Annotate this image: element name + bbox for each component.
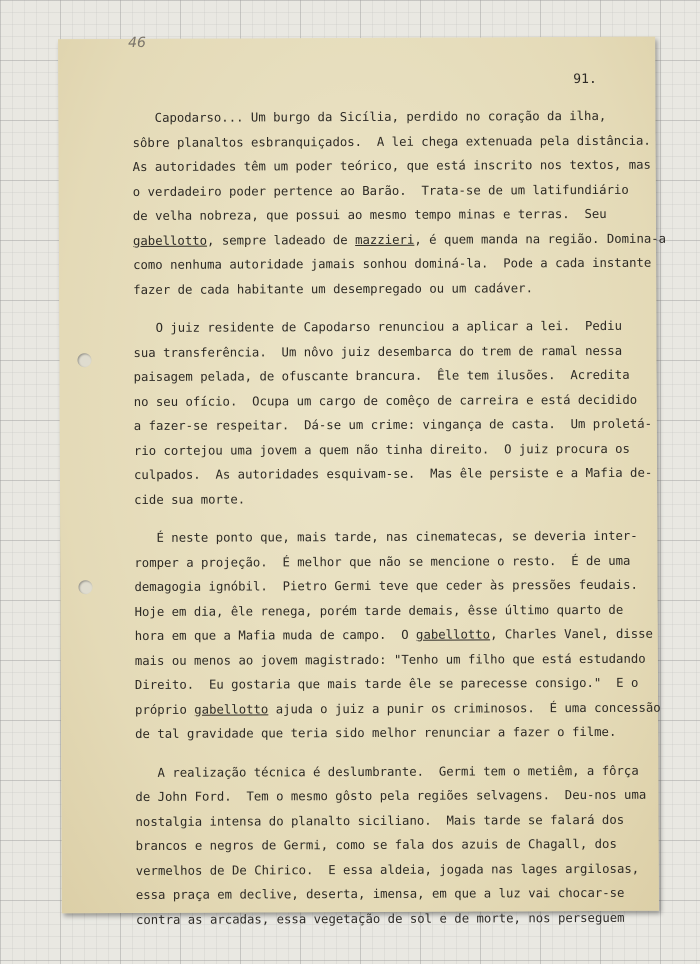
text-line: contra as arcadas, essa vegetação de sol e de morte, nos perseguem [135,910,625,927]
text-line: Direito. Eu gostaria que mais tarde êle se parecesse consigo." E o [134,675,639,692]
text-line: brancos e negros de Germi, como se fala dos azuis de Chagall, dos [135,836,617,853]
text-line: culpados. As autoridades esquivam-se. Mas êle persiste e a Mafia de- [133,465,653,482]
text-line: sôbre planaltos esbranquiçados. A lei chega extenuada pela distância. [132,133,651,150]
text-line: Hoje em dia, êle renega, porém tarde demais, êsse último quarto de [134,602,624,619]
underlined-term: gabellotto [132,233,208,248]
text-segment: ajuda o juiz a punir os criminosos. É uma concessão [268,700,661,716]
underlined-term: gabellotto [194,701,269,717]
underlined-term: mazzieri [355,232,415,247]
text-line: mais ou menos ao jovem magistrado: "Tenho um filho que está estudando [134,651,646,668]
text-segment: , sempre ladeado de [206,232,356,248]
text-line: nostalgia intensa do planalto siciliano. Mais tarde se falará dos [135,812,625,829]
text-line: fazer de cada habitante um desempregado ou um cadáver. [133,280,533,297]
text-line: no seu ofício. Ocupa um cargo de comêço de carreira e está decidido [133,392,638,409]
text-line: essa praça em declive, deserta, imensa, em que a luz vai chocar-se [135,885,625,902]
pencil-page-number: 46 [128,34,146,52]
text-line: de tal gravidade que teria sido melhor renunciar a fazer o filme. [135,724,617,741]
text-line: É neste ponto que, mais tarde, nas cinematecas, se deveria inter- [134,528,638,545]
text-line: rio cortejou uma jovem a quem não tinha direito. O juiz procura os [133,441,630,458]
document-page [58,34,667,927]
text-line [134,622,653,649]
text-line: A realização técnica é deslumbrante. Germi tem o metiêm, a fôrça [135,763,639,780]
text-line: vermelhos de De Chirico. E essa aldeia, jogada nas lages argilosas, [135,861,640,878]
text-line [134,695,661,722]
text-line: demagogia ignóbil. Pietro Germi teve que ceder às pressões feudais. [134,577,638,594]
punch-hole [77,353,91,367]
text-line: romper a projeção. É melhor que não se mencione o resto. É de uma [134,553,631,570]
text-line: a fazer-se respeitar. Dá-se um crime: vingança de casta. Um proletá- [133,416,653,433]
text-line: cide sua morte. [134,491,246,507]
underlined-term: gabellotto [415,627,491,642]
text-segment: , é quem manda na região. Domina-a [414,231,667,247]
punch-hole [78,580,92,594]
text-line: sua transferência. Um nôvo juiz desembarca do trem de ramal nessa [133,343,623,360]
text-line: de velha nobreza, que possui ao mesmo tempo minas e terras. Seu [132,206,607,223]
text-line [132,226,667,253]
text-line: Capodarso... Um burgo da Sicília, perdido no coração da ilha, [132,108,607,125]
text-segment: próprio [134,702,195,717]
text-segment: , Charles Vanel, disse [490,626,653,642]
text-line: As autoridades têm um poder teórico, que está inscrito nos textos, mas [132,157,651,174]
text-line: paisagem pelada, de ofuscante brancura. Êle tem ilusões. Acredita [133,367,630,384]
text-line: O juiz residente de Capodarso renunciou a aplicar a lei. Pediu [133,318,623,335]
typewritten-body [132,104,667,932]
text-segment: hora em que a Mafia muda de campo. O [134,627,417,643]
typed-page-number: 91. [573,71,597,88]
text-line: o verdadeiro poder pertence ao Barão. Trata-se de um latifundiário [132,182,629,199]
text-line: como nenhuma autoridade jamais sonhou dominá-la. Pode a cada instante [133,255,652,272]
text-line: de John Ford. Tem o mesmo gôsto pela regiões selvagens. Deu-nos uma [135,787,647,804]
